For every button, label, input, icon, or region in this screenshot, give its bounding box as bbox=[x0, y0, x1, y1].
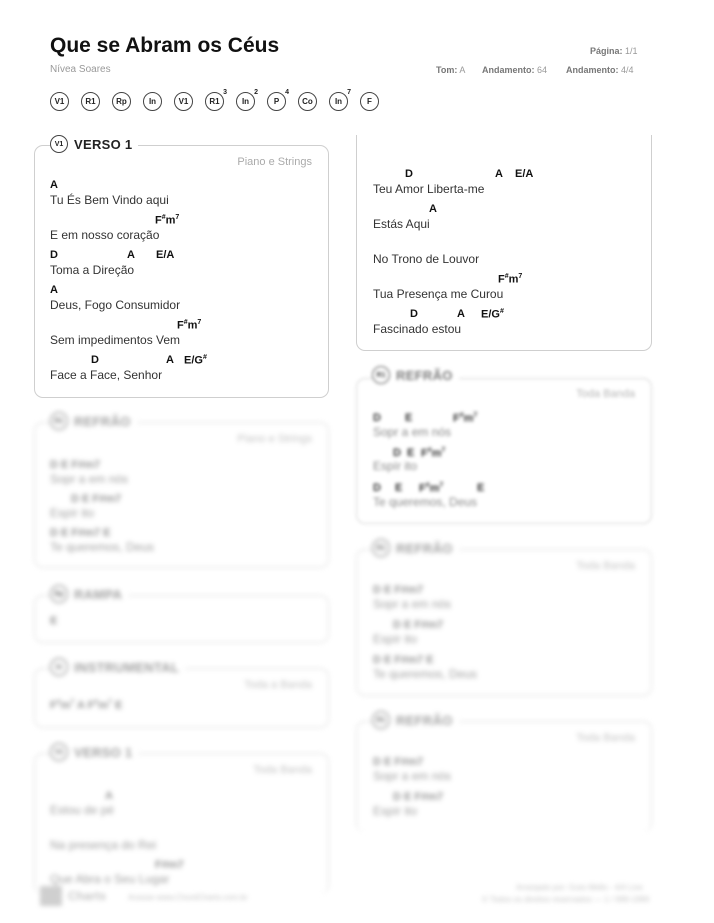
refrao-left-header bbox=[50, 412, 137, 430]
nav-item-v1[interactable]: V1 bbox=[50, 92, 69, 111]
logo-text: Charts bbox=[68, 889, 107, 903]
verse1b-instrument: Toda Banda bbox=[253, 764, 312, 776]
lyric-line: Sopr a em nós bbox=[373, 597, 452, 611]
refrao2-header bbox=[372, 539, 459, 557]
refrao-card bbox=[356, 378, 652, 524]
chord: E bbox=[405, 412, 413, 424]
verse1-header bbox=[50, 135, 138, 153]
footer-logo bbox=[40, 886, 106, 906]
verse1-continued-card bbox=[356, 135, 652, 351]
section-badge: In bbox=[50, 658, 68, 676]
lyric-line: Sopr a em nós bbox=[50, 472, 129, 486]
chord: D E F#m7 E bbox=[373, 654, 434, 666]
chord: A bbox=[457, 308, 465, 320]
lyric-line: Fascinado estou bbox=[373, 322, 462, 336]
lyric-line: Teu Amor Liberta-me bbox=[373, 182, 485, 196]
key-label: Tom: bbox=[436, 65, 458, 75]
instrumental-card bbox=[34, 668, 329, 728]
lyric-line: Te queremos, Deus bbox=[373, 495, 478, 509]
nav-item-p[interactable]: P 4 bbox=[267, 92, 286, 111]
chord: A bbox=[495, 168, 503, 180]
section-badge: R1 bbox=[50, 412, 68, 430]
section-title: REFRÃO bbox=[396, 367, 453, 383]
refrao3-header bbox=[372, 711, 459, 729]
section-title: VERSO 1 bbox=[74, 136, 133, 152]
lyric-line: Te queremos, Deus bbox=[50, 540, 155, 554]
section-title: VERSO 1 bbox=[74, 744, 133, 760]
nav-item-rp[interactable]: Rp bbox=[112, 92, 131, 111]
nav-item-co[interactable]: Co bbox=[298, 92, 317, 111]
nav-item-in[interactable]: In bbox=[143, 92, 162, 111]
lyric-line: Espír ito bbox=[373, 459, 418, 473]
logo-icon bbox=[40, 886, 62, 906]
lyric-line: Espír ito bbox=[50, 506, 95, 520]
instrumental-instrument: Toda a Banda bbox=[244, 679, 312, 691]
lyric-line: Sopr a em nós bbox=[373, 425, 452, 439]
lyric-line: Que Abra o Seu Lugar bbox=[50, 872, 170, 886]
section-badge: V1 bbox=[50, 743, 68, 761]
chord: D bbox=[410, 308, 418, 320]
lyric-line: E em nosso coração bbox=[50, 228, 160, 242]
key-indicator bbox=[436, 65, 465, 75]
refrao2-instrument: Toda Banda bbox=[576, 560, 635, 572]
chord: $F^{\#}m^7$ bbox=[421, 447, 446, 460]
chord: E/G# bbox=[481, 308, 504, 321]
refrao-header bbox=[372, 366, 459, 384]
rampa-header bbox=[50, 585, 128, 603]
chord: $F^{\#}m^7$ bbox=[453, 412, 478, 425]
section-badge: R1 bbox=[372, 366, 390, 384]
chord: A bbox=[50, 179, 58, 191]
page-value: 1/1 bbox=[625, 46, 638, 56]
section-title: REFRÃO bbox=[396, 540, 453, 556]
section-title: REFRÃO bbox=[74, 413, 131, 429]
signature-label: Andamento: bbox=[566, 65, 619, 75]
lyric-line: Tua Presença me Curou bbox=[373, 287, 504, 301]
section-title: REFRÃO bbox=[396, 712, 453, 728]
signature-indicator bbox=[566, 65, 634, 75]
tempo-label: Andamento: bbox=[482, 65, 535, 75]
lyric-line: Sopr a em nós bbox=[373, 769, 452, 783]
verse1b-header bbox=[50, 743, 138, 761]
chord: D bbox=[373, 482, 381, 494]
lyric-line: No Trono de Louvor bbox=[373, 252, 480, 266]
lyric-line: Espír ito bbox=[373, 632, 418, 646]
lyric-line: Espír ito bbox=[373, 804, 418, 818]
verse1-card bbox=[34, 145, 329, 398]
chord: D bbox=[405, 168, 413, 180]
refrao-left-card bbox=[34, 422, 329, 568]
chord: A bbox=[105, 790, 113, 802]
lyric-line: Toma a Direção bbox=[50, 263, 135, 277]
chord: E/A bbox=[515, 168, 534, 180]
chord: D E F#m7 bbox=[373, 584, 424, 596]
refrao2-card bbox=[356, 549, 652, 696]
lyric-line: Deus, Fogo Consumidor bbox=[50, 298, 181, 312]
chord: D E F#m7 bbox=[373, 756, 424, 768]
chord: A bbox=[50, 284, 58, 296]
lyric-line: Te queremos, Deus bbox=[373, 667, 478, 681]
chord: A bbox=[166, 354, 174, 366]
chord: D bbox=[50, 249, 58, 261]
verse1-instrument: Piano e Strings bbox=[237, 156, 312, 168]
chord: A bbox=[429, 203, 437, 215]
chord: D bbox=[393, 447, 401, 459]
nav-item-f[interactable]: F bbox=[360, 92, 379, 111]
chord: D bbox=[91, 354, 99, 366]
song-artist: Nívea Soares bbox=[50, 64, 111, 75]
tempo-indicator bbox=[482, 65, 547, 75]
chord: E bbox=[395, 482, 403, 494]
chord: D E F#m7 E bbox=[50, 527, 111, 539]
lyric-line: Face a Face, Senhor bbox=[50, 368, 163, 382]
chord: E bbox=[407, 447, 415, 459]
nav-item-in-2[interactable]: In 2 bbox=[236, 92, 255, 111]
nav-item-r1-2[interactable]: R1 3 bbox=[205, 92, 224, 111]
chord: E/A bbox=[156, 249, 175, 261]
section-badge: R1 bbox=[372, 539, 390, 557]
nav-item-in-3[interactable]: In 7 bbox=[329, 92, 348, 111]
footer-copyright: © Todos os direitos reservados — 1 / 999-1999 bbox=[482, 895, 650, 904]
song-title: Que se Abram os Céus bbox=[50, 34, 280, 57]
footer-link[interactable]: Acesse www.ChordCharts.com.br bbox=[128, 893, 248, 902]
chord: $F^{\#}m^7$ bbox=[177, 319, 202, 332]
chord: D E F#m7 bbox=[393, 791, 444, 803]
chord: E/G# bbox=[184, 354, 207, 367]
instrumental-header bbox=[50, 658, 185, 676]
section-title: INSTRUMENTAL bbox=[74, 659, 180, 675]
lyric-line: Estou de pé bbox=[50, 803, 115, 817]
nav-item-r1[interactable]: R1 bbox=[81, 92, 100, 111]
lyric-line: Sem impedimentos Vem bbox=[50, 333, 181, 347]
chord: D E F#m7 bbox=[71, 493, 122, 505]
chord: D E F#m7 bbox=[393, 619, 444, 631]
chord: F#m7 bbox=[155, 859, 184, 871]
refrao-instrument: Toda Banda bbox=[576, 388, 635, 400]
nav-item-v1-2[interactable]: V1 bbox=[174, 92, 193, 111]
signature-value: 4/4 bbox=[621, 65, 634, 75]
footer-credit: Arranjado por: Guto Mello - 4/4 Live bbox=[516, 883, 643, 892]
refrao3-card bbox=[356, 721, 652, 832]
section-badge: R1 bbox=[372, 711, 390, 729]
key-value: A bbox=[459, 65, 466, 75]
refrao3-instrument: Toda Banda bbox=[576, 732, 635, 744]
chord: E bbox=[477, 482, 485, 494]
section-badge: Rp bbox=[50, 585, 68, 603]
lyric-line: Na presença do Rei bbox=[50, 838, 157, 852]
chord: $F^{\#}m^7$ bbox=[419, 482, 444, 495]
section-badge: V1 bbox=[50, 135, 68, 153]
refrao-left-instrument: Piano e Strings bbox=[237, 433, 312, 445]
verse1b-card bbox=[34, 753, 329, 894]
chord: D bbox=[373, 412, 381, 424]
chord: $F^{\#}m^7$ bbox=[155, 214, 180, 227]
chord: $F^{\#}m^7$ A $F^{\#}m^7$ E bbox=[50, 699, 123, 712]
chord: E bbox=[50, 615, 58, 627]
chord: A bbox=[127, 249, 135, 261]
lyric-line: Estás Aqui bbox=[373, 217, 430, 231]
section-title: RAMPA bbox=[74, 586, 123, 602]
tempo-value: 64 bbox=[537, 65, 548, 75]
lyric-line: Tu És Bem Vindo aqui bbox=[50, 193, 169, 207]
page-indicator bbox=[590, 46, 638, 56]
chord: D E F#m7 bbox=[50, 459, 101, 471]
chord: $F^{\#}m^7$ bbox=[498, 273, 523, 286]
page-label: Página: bbox=[590, 46, 623, 56]
